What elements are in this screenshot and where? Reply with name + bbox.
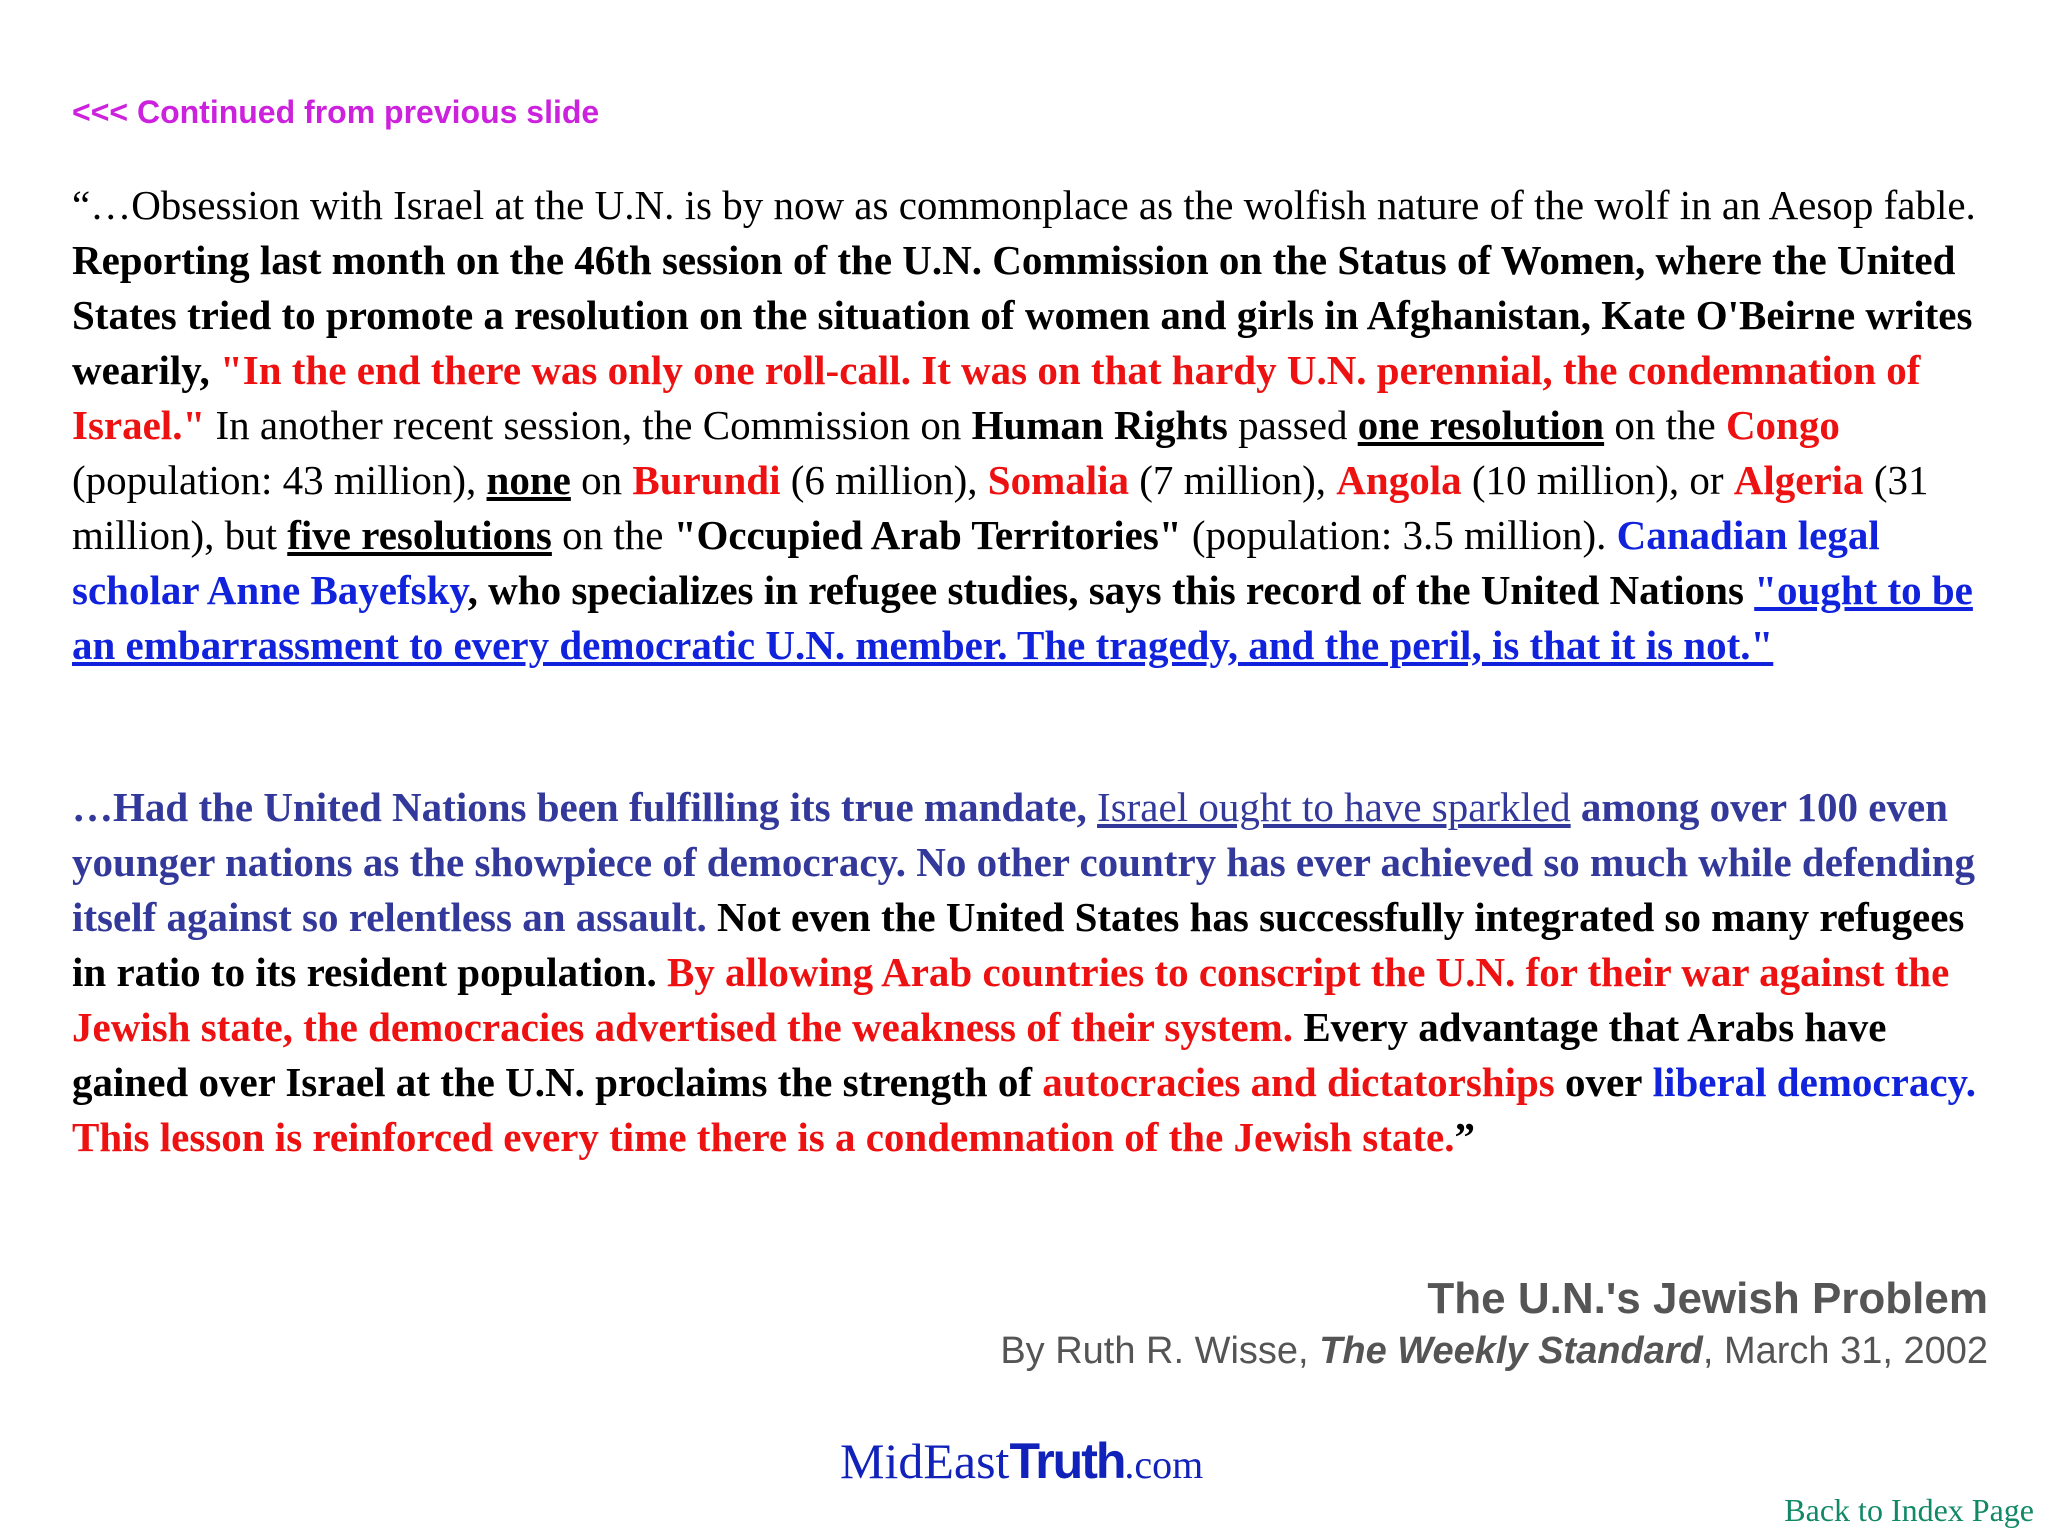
p2-closing-quote: ” [1454, 1114, 1475, 1160]
source-author: By Ruth R. Wisse, [1000, 1330, 1309, 1372]
p2-navy-text: …Had the United Nations been fulfilling its true mandate, [72, 784, 1087, 830]
p1-bayefsky: Canadian legal scholar Anne Bayefsky [72, 512, 1880, 613]
p1-text: on the [1614, 402, 1716, 448]
p1-text: (7 million), [1139, 457, 1327, 503]
p1-bold-text: , who specializes in refugee studies, says this record of the United Nations [467, 567, 1744, 613]
p1-algeria: Algeria [1733, 457, 1864, 503]
p2-red-text: This lesson is reinforced every time there is a condemnation of the Jewish state. [72, 1114, 1455, 1160]
source-date: , March 31, 2002 [1702, 1330, 1988, 1372]
logo-part-com: .com [1124, 1442, 1204, 1487]
p2-sparkled-link[interactable]: Israel ought to have sparkled [1097, 784, 1571, 830]
p1-text: “…Obsession with Israel at the U.N. is by now as commonplace as the wolfish nature of the wolf in an Aesop fable. [72, 182, 1976, 228]
p1-congo: Congo [1725, 402, 1840, 448]
mideasttruth-logo[interactable] [840, 1432, 1203, 1490]
p1-embarrassment-link[interactable]: "ought to be an embarrassment to every democratic U.N. member. The tragedy, and the peril, is that it is not." [72, 567, 1973, 668]
p1-angola: Angola [1336, 457, 1462, 503]
p1-none: none [486, 457, 571, 503]
p2-bold-text: over [1565, 1059, 1643, 1105]
logo-part-mideast: MidEast [840, 1433, 1010, 1489]
source-citation [1000, 1272, 1988, 1376]
p1-text: passed [1238, 402, 1348, 448]
quote-paragraph-2 [72, 780, 2002, 1165]
source-byline [1000, 1326, 1988, 1376]
p2-navy-text: among over 100 even younger nations as the showpiece of democracy. No other country has ever achieved so much while defending itself against so relentless an assault. [72, 784, 1976, 940]
p1-text: (population: 43 million), [72, 457, 477, 503]
p1-red-quote: "In the end there was only one roll-call. It was on that hardy U.N. perennial, the condemnation of Israel." [72, 347, 1921, 448]
p1-text: on [581, 457, 623, 503]
p1-text: on the [562, 512, 664, 558]
p2-bold-text: Every advantage that Arabs have gained over Israel at the U.N. proclaims the strength of [72, 1004, 1887, 1105]
p1-text: (31 million), but [72, 457, 1929, 558]
continued-from-previous-link[interactable]: <<< Continued from previous slide [72, 94, 600, 130]
p1-burundi: Burundi [632, 457, 781, 503]
p1-text: (6 million), [790, 457, 978, 503]
p2-bold-text: Not even the United States has successfully integrated so many refugees in ratio to its resident population. [72, 894, 1965, 995]
p1-somalia: Somalia [987, 457, 1130, 503]
quote-paragraph-1 [72, 178, 2002, 673]
p1-five-resolutions: five resolutions [287, 512, 552, 558]
source-publication: The Weekly Standard [1319, 1330, 1703, 1372]
p1-text: (population: 3.5 million). [1191, 512, 1607, 558]
back-to-index-link[interactable]: Back to Index Page [1784, 1492, 2034, 1528]
p1-occupied-territories: "Occupied Arab Territories" [673, 512, 1182, 558]
p1-one-resolution: one resolution [1357, 402, 1605, 448]
p1-text: (10 million), or [1471, 457, 1724, 503]
p2-autocracies: autocracies and dictatorships [1042, 1059, 1555, 1105]
p1-human-rights: Human Rights [971, 402, 1228, 448]
p2-red-text: By allowing Arab countries to conscript the U.N. for their war against the Jewish state, the democracies advertised the weakness of their system. [72, 949, 1950, 1050]
p1-bold-text: Reporting last month on the 46th session of the U.N. Commission on the Status of Women, where the United States tried to promote a resolution on the situation of women and girls in Afghanistan, Kate O'Beirne writes wearily, [72, 237, 1973, 393]
p1-text: In another recent session, the Commission on [215, 402, 962, 448]
source-title: The U.N.'s Jewish Problem [1427, 1274, 1988, 1323]
p2-liberal-democracy: liberal democracy. [1652, 1059, 1977, 1105]
logo-part-truth: Truth [1009, 1433, 1125, 1489]
